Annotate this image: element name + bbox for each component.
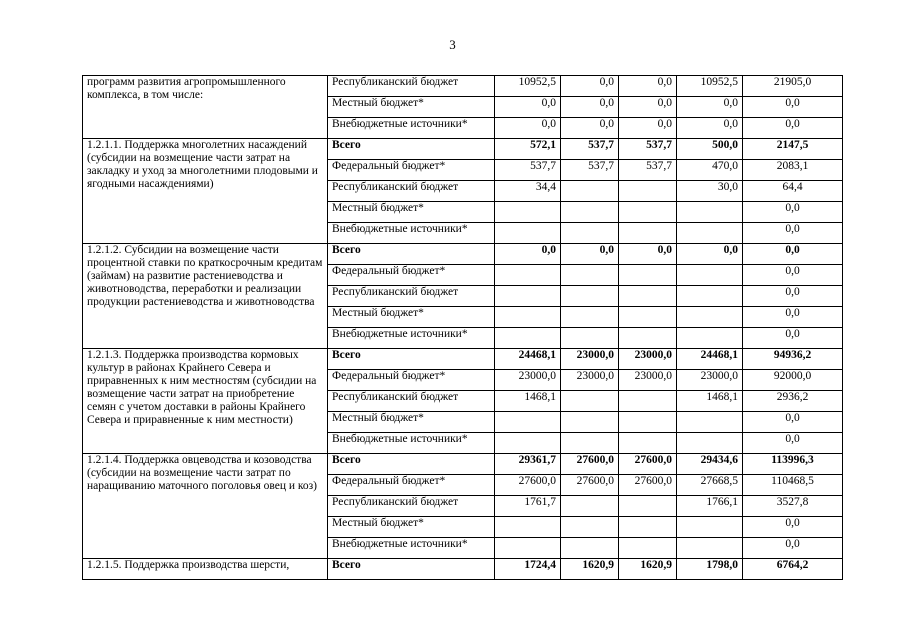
year-value-cell: 1468,1 (677, 391, 743, 412)
year-value-cell: 24468,1 (677, 349, 743, 370)
funding-source-cell: Республиканский бюджет (328, 181, 495, 202)
year-value-cell: 29434,6 (677, 454, 743, 475)
table-row (83, 76, 843, 97)
measure-name-cell: 1.2.1.4. Поддержка овцеводства и козоводства (субсидии на возмещение части затрат по наращиванию маточного поголовья овец и коз) (83, 454, 328, 559)
table-row (83, 349, 843, 370)
funding-source-cell: Местный бюджет* (328, 97, 495, 118)
total-value-cell: 0,0 (743, 286, 843, 307)
year-value-cell: 23000,0 (677, 370, 743, 391)
table-row (83, 454, 843, 475)
year-value-cell: 23000,0 (619, 370, 677, 391)
year-value-cell (561, 286, 619, 307)
total-value-cell: 2936,2 (743, 391, 843, 412)
total-value-cell: 113996,3 (743, 454, 843, 475)
year-value-cell: 537,7 (619, 160, 677, 181)
year-value-cell: 0,0 (677, 97, 743, 118)
year-value-cell (495, 223, 561, 244)
funding-source-cell: Внебюджетные источники* (328, 328, 495, 349)
year-value-cell: 0,0 (495, 97, 561, 118)
funding-source-cell: Федеральный бюджет* (328, 265, 495, 286)
year-value-cell (495, 538, 561, 559)
measure-name-cell: 1.2.1.5. Поддержка производства шерсти, (83, 559, 328, 580)
total-value-cell: 0,0 (743, 307, 843, 328)
year-value-cell: 30,0 (677, 181, 743, 202)
year-value-cell (561, 307, 619, 328)
year-value-cell (561, 202, 619, 223)
year-value-cell (561, 496, 619, 517)
funding-source-cell: Всего (328, 139, 495, 160)
year-value-cell: 0,0 (619, 97, 677, 118)
year-value-cell (677, 223, 743, 244)
year-value-cell (495, 433, 561, 454)
year-value-cell: 470,0 (677, 160, 743, 181)
year-value-cell (561, 412, 619, 433)
funding-source-cell: Местный бюджет* (328, 202, 495, 223)
year-value-cell (495, 265, 561, 286)
year-value-cell: 537,7 (561, 139, 619, 160)
funding-source-cell: Федеральный бюджет* (328, 370, 495, 391)
funding-source-cell: Внебюджетные источники* (328, 538, 495, 559)
year-value-cell (677, 538, 743, 559)
total-value-cell: 94936,2 (743, 349, 843, 370)
year-value-cell: 24468,1 (495, 349, 561, 370)
funding-source-cell: Всего (328, 349, 495, 370)
year-value-cell (619, 307, 677, 328)
measure-name-cell: программ развития агропромышленного комплекса, в том числе: (83, 76, 328, 139)
year-value-cell: 0,0 (561, 118, 619, 139)
year-value-cell: 1724,4 (495, 559, 561, 580)
funding-source-cell: Внебюджетные источники* (328, 118, 495, 139)
table-row (83, 559, 843, 580)
total-value-cell: 21905,0 (743, 76, 843, 97)
total-value-cell: 2083,1 (743, 160, 843, 181)
year-value-cell (677, 307, 743, 328)
year-value-cell: 0,0 (619, 76, 677, 97)
total-value-cell: 0,0 (743, 517, 843, 538)
funding-source-cell: Республиканский бюджет (328, 496, 495, 517)
year-value-cell: 0,0 (495, 244, 561, 265)
total-value-cell: 0,0 (743, 328, 843, 349)
year-value-cell (619, 538, 677, 559)
year-value-cell: 0,0 (677, 118, 743, 139)
year-value-cell (561, 181, 619, 202)
funding-source-cell: Республиканский бюджет (328, 76, 495, 97)
year-value-cell (561, 391, 619, 412)
year-value-cell: 1761,7 (495, 496, 561, 517)
total-value-cell: 92000,0 (743, 370, 843, 391)
year-value-cell (677, 202, 743, 223)
funding-source-cell: Всего (328, 559, 495, 580)
total-value-cell: 0,0 (743, 97, 843, 118)
year-value-cell: 1620,9 (561, 559, 619, 580)
year-value-cell: 0,0 (495, 118, 561, 139)
total-value-cell: 0,0 (743, 433, 843, 454)
funding-source-cell: Федеральный бюджет* (328, 160, 495, 181)
year-value-cell: 500,0 (677, 139, 743, 160)
year-value-cell (495, 517, 561, 538)
year-value-cell (619, 496, 677, 517)
total-value-cell: 2147,5 (743, 139, 843, 160)
year-value-cell (619, 328, 677, 349)
total-value-cell: 0,0 (743, 244, 843, 265)
year-value-cell: 23000,0 (561, 349, 619, 370)
total-value-cell: 64,4 (743, 181, 843, 202)
year-value-cell (619, 517, 677, 538)
year-value-cell (619, 412, 677, 433)
year-value-cell (677, 286, 743, 307)
funding-source-cell: Республиканский бюджет (328, 286, 495, 307)
year-value-cell (619, 181, 677, 202)
year-value-cell (619, 223, 677, 244)
year-value-cell: 1766,1 (677, 496, 743, 517)
year-value-cell (619, 391, 677, 412)
year-value-cell (677, 412, 743, 433)
table-row (83, 139, 843, 160)
year-value-cell: 10952,5 (495, 76, 561, 97)
year-value-cell: 1798,0 (677, 559, 743, 580)
total-value-cell: 110468,5 (743, 475, 843, 496)
year-value-cell (495, 286, 561, 307)
budget-table (82, 75, 843, 580)
funding-source-cell: Республиканский бюджет (328, 391, 495, 412)
total-value-cell: 0,0 (743, 412, 843, 433)
measure-name-cell: 1.2.1.3. Поддержка производства кормовых культур в районах Крайнего Севера и приравненных к ним местностям (субсидии на возмещение части затрат на приобретение семян с учетом доставки в районы Крайнего Севера и приравненные к ним местности) (83, 349, 328, 454)
year-value-cell (561, 433, 619, 454)
year-value-cell (495, 328, 561, 349)
year-value-cell: 27600,0 (561, 454, 619, 475)
year-value-cell: 1620,9 (619, 559, 677, 580)
year-value-cell (677, 433, 743, 454)
table-row (83, 244, 843, 265)
year-value-cell: 537,7 (561, 160, 619, 181)
total-value-cell: 3527,8 (743, 496, 843, 517)
year-value-cell (495, 307, 561, 328)
year-value-cell: 27600,0 (561, 475, 619, 496)
funding-source-cell: Федеральный бюджет* (328, 475, 495, 496)
year-value-cell: 27600,0 (495, 475, 561, 496)
year-value-cell (677, 265, 743, 286)
budget-table-body (83, 76, 843, 580)
total-value-cell: 0,0 (743, 538, 843, 559)
year-value-cell: 23000,0 (561, 370, 619, 391)
year-value-cell (677, 517, 743, 538)
funding-source-cell: Внебюджетные источники* (328, 433, 495, 454)
year-value-cell: 572,1 (495, 139, 561, 160)
year-value-cell: 27600,0 (619, 454, 677, 475)
year-value-cell: 23000,0 (495, 370, 561, 391)
total-value-cell: 0,0 (743, 118, 843, 139)
year-value-cell: 0,0 (619, 118, 677, 139)
measure-name-cell: 1.2.1.2. Субсидии на возмещение части процентной ставки по краткосрочным кредитам (займам) на развитие растениеводства и животноводства, переработки и реализации продукции растениеводства и животноводства (83, 244, 328, 349)
year-value-cell (495, 412, 561, 433)
year-value-cell (561, 328, 619, 349)
year-value-cell (561, 223, 619, 244)
year-value-cell: 23000,0 (619, 349, 677, 370)
year-value-cell: 10952,5 (677, 76, 743, 97)
funding-source-cell: Местный бюджет* (328, 307, 495, 328)
total-value-cell: 0,0 (743, 265, 843, 286)
year-value-cell (619, 286, 677, 307)
total-value-cell: 0,0 (743, 202, 843, 223)
year-value-cell (561, 517, 619, 538)
year-value-cell: 0,0 (561, 76, 619, 97)
year-value-cell: 537,7 (619, 139, 677, 160)
year-value-cell (561, 265, 619, 286)
year-value-cell (495, 202, 561, 223)
year-value-cell: 27668,5 (677, 475, 743, 496)
year-value-cell: 0,0 (561, 97, 619, 118)
year-value-cell: 34,4 (495, 181, 561, 202)
total-value-cell: 6764,2 (743, 559, 843, 580)
year-value-cell: 1468,1 (495, 391, 561, 412)
year-value-cell (561, 538, 619, 559)
year-value-cell: 29361,7 (495, 454, 561, 475)
year-value-cell: 0,0 (619, 244, 677, 265)
funding-source-cell: Внебюджетные источники* (328, 223, 495, 244)
measure-name-cell: 1.2.1.1. Поддержка многолетних насаждений (субсидии на возмещение части затрат на закладку и уход за многолетними плодовыми и ягодными насаждениями) (83, 139, 328, 244)
year-value-cell (619, 433, 677, 454)
funding-source-cell: Местный бюджет* (328, 517, 495, 538)
year-value-cell: 27600,0 (619, 475, 677, 496)
year-value-cell (677, 328, 743, 349)
year-value-cell (619, 202, 677, 223)
funding-source-cell: Всего (328, 454, 495, 475)
year-value-cell: 0,0 (677, 244, 743, 265)
funding-source-cell: Всего (328, 244, 495, 265)
funding-source-cell: Местный бюджет* (328, 412, 495, 433)
year-value-cell (619, 265, 677, 286)
total-value-cell: 0,0 (743, 223, 843, 244)
year-value-cell: 0,0 (561, 244, 619, 265)
page-number: 3 (449, 37, 456, 52)
year-value-cell: 537,7 (495, 160, 561, 181)
